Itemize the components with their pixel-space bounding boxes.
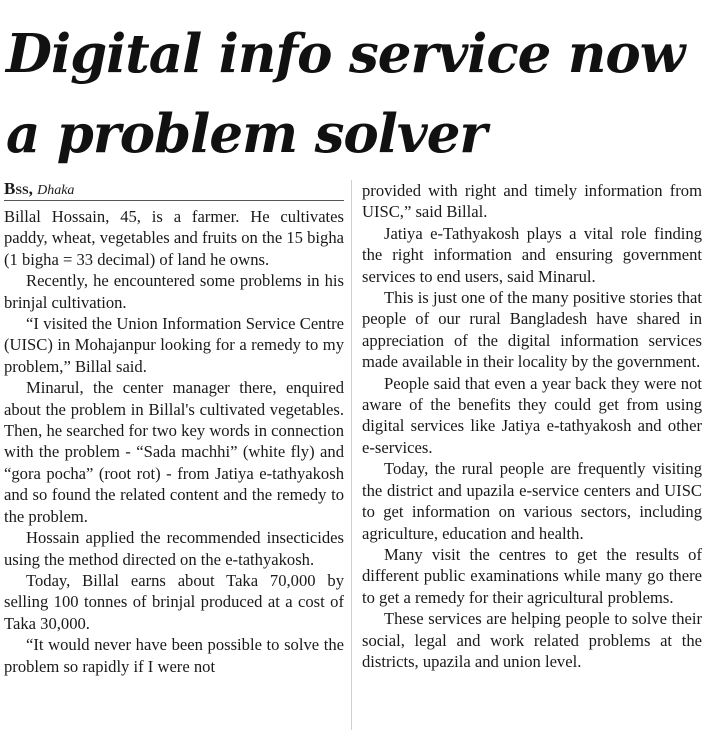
paragraph: Hossain applied the recommended insecticides using the method directed on the e-tathyakosh.: [4, 528, 344, 569]
paragraph: provided with right and timely information from UISC,” said Billal.: [362, 181, 702, 222]
paragraph: These services are helping people to solve their social, legal and work related problems at the districts, upazila and union level.: [362, 609, 702, 671]
paragraph: Recently, he encountered some problems in his brinjal cultivation.: [4, 271, 344, 312]
paragraph: This is just one of the many positive stories that people of our rural Bangladesh have shared in appreciation of the digital information services made available in their locality by the government.: [362, 288, 702, 372]
paragraph: “I visited the Union Information Service Centre (UISC) in Mohajanpur looking for a remedy to my problem,” Billal said.: [4, 314, 344, 376]
paragraph: Many visit the centres to get the results of different public examinations while many go there to get a remedy for their agricultural problems.: [362, 544, 702, 607]
column-divider: [351, 180, 352, 730]
byline: [4, 178, 344, 201]
paragraph: “It would never have been possible to solve the problem so rapidly if I were not: [4, 635, 344, 676]
paragraph: Billal Hossain, 45, is a farmer. He cultivates paddy, wheat, vegetables and fruits on the 15 bigha (1 bigha = 33 decimal) of land he owns.: [4, 207, 344, 269]
byline-agency: Bss,: [4, 179, 33, 198]
right-column: [362, 180, 702, 672]
left-column: [4, 178, 344, 677]
paragraph: People said that even a year back they were not aware of the benefits they could get from using digital services like Jatiya e-tathyakosh and other e-services.: [362, 373, 702, 457]
headline-line-1: Digital info service now: [6, 23, 685, 85]
paragraph: Jatiya e-Tathyakosh plays a vital role finding the right information and ensuring government services to end users, said Minarul.: [362, 223, 702, 286]
byline-place: Dhaka: [37, 183, 75, 198]
paragraph: Minarul, the center manager there, enquired about the problem in Billal's cultivated vegetables. Then, he searched for two key words in connection with the problem - “Sada machhi” (white fly) and “gora pocha” (root rot) - from Jatiya e-tathyakosh and so found the related content and the remedy to the problem.: [4, 378, 344, 526]
paragraph: Today, Billal earns about Taka 70,000 by selling 100 tonnes of brinjal produced at a cost of Taka 30,000.: [4, 570, 344, 633]
headline: [6, 14, 706, 174]
paragraph: Today, the rural people are frequently visiting the district and upazila e-service centers and UISC to get information on various sectors, including agriculture, education and health.: [362, 459, 702, 543]
headline-line-2: a problem solver: [6, 103, 487, 165]
